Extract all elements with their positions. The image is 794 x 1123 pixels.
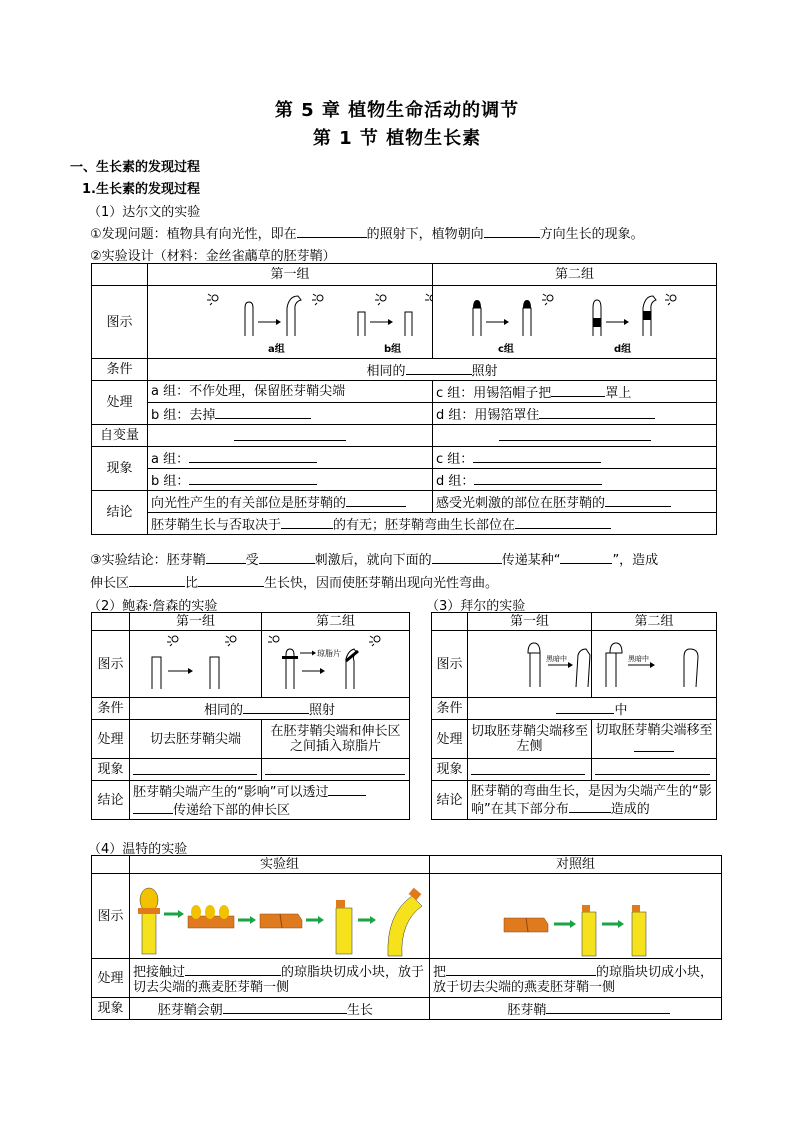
phen-c-label: c 组： (436, 451, 474, 467)
sub-heading: 1.生长素的发现过程 (82, 182, 200, 197)
blank[interactable] (243, 700, 309, 714)
treat2-pre: 把 (433, 964, 447, 980)
blank[interactable] (556, 700, 614, 714)
concl3-pre: 胚芽鞘生长与否取决于 (151, 517, 282, 533)
blank[interactable] (539, 405, 655, 419)
phen-1[interactable] (468, 759, 592, 781)
row-label-figure: 图示 (92, 631, 130, 698)
conclusion-2 (433, 491, 717, 513)
darwin-result-line2 (90, 572, 498, 591)
coleoptile-cut (358, 312, 365, 336)
exp3-b: 受 (245, 553, 259, 568)
paal-figure-2 (592, 631, 717, 698)
coleoptile-tip (191, 905, 201, 919)
oat-coleoptile (142, 908, 156, 954)
coleoptile-cut (405, 312, 412, 336)
blank[interactable] (473, 449, 601, 463)
blank[interactable] (234, 427, 346, 441)
darwin-heading: （1）达尔文的实验 (88, 205, 201, 220)
row-label-treatment: 处理 (92, 381, 148, 425)
treat-1: 切去胚芽鞘尖端 (130, 720, 262, 759)
treat-a: a 组：不作处理，保留胚芽鞘尖端 (148, 381, 433, 403)
coleoptile-cut (152, 657, 161, 689)
went-figure-exp (130, 874, 430, 959)
darwin-figure-ab (148, 286, 433, 358)
variable-2[interactable] (433, 425, 717, 447)
cond-pre: 相同的 (203, 702, 243, 718)
concl3-mid: 的有无；胚芽鞘弯曲生长部位在 (333, 517, 516, 533)
row-label-phenomenon: 现象 (92, 759, 130, 781)
boysen-figure-2 (262, 631, 410, 698)
part-heading: 一、生长素的发现过程 (70, 160, 201, 175)
blank[interactable] (185, 962, 281, 976)
agar-slice (282, 656, 298, 659)
row-label-figure: 图示 (432, 631, 468, 698)
concl-post: 传递给下部的伸长区 (173, 803, 291, 818)
coleoptile-straight (245, 302, 253, 336)
phen-c (433, 447, 717, 469)
group1-header: 第一组 (468, 613, 592, 631)
blank[interactable] (432, 550, 502, 564)
coleoptile (286, 649, 294, 689)
coleoptile-foil-cap (523, 308, 531, 336)
blank[interactable] (328, 782, 366, 796)
blank[interactable] (189, 449, 317, 463)
blank[interactable] (133, 800, 173, 814)
foil-sleeve (593, 318, 601, 327)
darwin-result-line1 (90, 549, 658, 568)
blank[interactable] (595, 761, 710, 775)
row-label-phenomenon: 现象 (92, 998, 130, 1020)
paal-heading: （3）拜尔的实验 (426, 599, 526, 614)
phen-1[interactable] (130, 759, 262, 781)
treat-c-pre: c 组：用锡箔帽子把 (436, 385, 552, 401)
question-mid: 的照射下，植物朝向 (366, 227, 484, 242)
phen-d (433, 469, 717, 491)
coleoptile-bent (287, 296, 301, 336)
agar-label: 琼脂片 (317, 649, 341, 658)
group1-header: 第一组 (148, 264, 433, 286)
concl2-text: 感受光刺激的部位在胚芽鞘的 (436, 495, 606, 511)
condition-cell (468, 698, 717, 720)
row-label-conclusion: 结论 (432, 781, 468, 820)
phen-2[interactable] (262, 759, 410, 781)
agar-block (138, 908, 160, 914)
foil-cap (473, 300, 481, 308)
cond-post: 中 (614, 702, 628, 718)
agar-slice (346, 651, 358, 661)
blank[interactable] (129, 573, 185, 587)
exp3-l2-pre: 伸长区 (90, 576, 130, 591)
row-label-variable: 自变量 (92, 425, 148, 447)
darwin-table (91, 263, 717, 535)
row-label-condition: 条件 (92, 359, 148, 381)
foil-cap (523, 300, 531, 308)
paal-figure-right (592, 631, 717, 697)
blank[interactable] (189, 471, 317, 485)
group2-header: 第二组 (592, 613, 717, 631)
phen-2[interactable] (592, 759, 717, 781)
chapter-title: 第 5 章 植物生命活动的调节 (274, 100, 520, 121)
section-title: 第 1 节 植物生长素 (312, 128, 482, 149)
boysen-figure-cut (130, 631, 262, 697)
lamp-icon (225, 636, 236, 646)
treat-1 (130, 959, 430, 998)
row-label-conclusion: 结论 (92, 781, 130, 820)
group1-header: 第一组 (130, 613, 262, 631)
lamp-icon (665, 294, 676, 305)
lamp-icon (207, 294, 218, 305)
coleoptile-cut (606, 653, 616, 687)
phen-a (148, 447, 433, 469)
coleoptile-tip (205, 905, 215, 919)
treat-2-pre: 切取胚芽鞘尖端移至 (595, 722, 713, 738)
blank[interactable] (198, 573, 264, 587)
coleoptile-bent (576, 649, 590, 687)
blank[interactable] (515, 515, 611, 529)
empty-cell (92, 856, 130, 874)
conclusion-3 (148, 513, 717, 535)
coleoptile-foil-cap (473, 308, 481, 336)
lamp-icon (268, 636, 279, 642)
darwin-figure-group1 (148, 286, 433, 359)
concl-pre: 胚芽鞘尖端产生的“影响”可以透过 (133, 785, 329, 800)
conclusion (468, 781, 717, 820)
dark-label: 黑暗中 (546, 655, 567, 663)
lamp-icon (312, 294, 323, 305)
empty-cell (92, 613, 130, 631)
oat-coleoptile-cut (632, 912, 646, 956)
oat-coleoptile-cut (336, 908, 352, 954)
concl1-text: 向光性产生的有关部位是胚芽鞘的 (151, 495, 347, 511)
went-figure-experiment (130, 874, 430, 958)
caption-d: d组 (614, 344, 632, 355)
phen-d-label: d 组： (436, 473, 475, 489)
exp3-l2-mid: 比 (185, 576, 199, 591)
darwin-question (90, 223, 644, 242)
paal-table (431, 612, 717, 820)
dark-label: 黑暗中 (628, 655, 649, 663)
phen-b (148, 469, 433, 491)
lamp-icon (369, 636, 380, 646)
concl-post: 造成的 (610, 801, 650, 817)
question-post: 方向生长的现象。 (539, 227, 644, 242)
blank[interactable] (560, 550, 612, 564)
exp3-pre: ③实验结论：胚芽鞘 (90, 553, 206, 568)
agar-piece (336, 900, 345, 908)
paal-figure-1 (468, 631, 592, 698)
blank[interactable] (499, 427, 651, 441)
group2-header: 第二组 (433, 264, 717, 286)
treat-2: 在胚芽鞘尖端和伸长区之间插入琼脂片 (262, 720, 410, 759)
blank[interactable] (346, 493, 406, 507)
went-figure-control (430, 874, 722, 958)
darwin-figure-group2 (433, 286, 717, 359)
went-figure-ctrl (430, 874, 722, 959)
cond-post: 照射 (471, 363, 498, 379)
phen-1 (130, 998, 430, 1020)
treat-2 (430, 959, 722, 998)
row-label-treatment: 处理 (92, 959, 130, 998)
row-label-phenomenon: 现象 (92, 447, 148, 491)
phen1-pre: 胚芽鞘会朝 (157, 1002, 223, 1018)
treat-d-pre: d 组：用锡箔罩住 (436, 407, 540, 423)
exp3-e: ”，造成 (612, 553, 659, 568)
row-label-figure: 图示 (92, 874, 130, 959)
variable-1[interactable] (148, 425, 433, 447)
lamp-icon (542, 294, 553, 305)
agar-piece (582, 905, 590, 912)
treat1-pre: 把接触过 (133, 964, 186, 980)
tip (610, 643, 622, 653)
boysen-table (91, 612, 410, 820)
blank[interactable] (223, 1000, 347, 1014)
row-label-conclusion: 结论 (92, 491, 148, 535)
treat1-post: 的琼脂块切成小块，放于切去尖端的燕麦胚芽鞘一侧 (133, 964, 425, 995)
phen-2 (430, 998, 722, 1020)
exp-group-header: 实验组 (130, 856, 430, 874)
went-heading: （4）温特的实验 (88, 842, 188, 857)
blank[interactable] (471, 761, 585, 775)
blank[interactable] (406, 361, 472, 375)
phen1-post: 生长 (346, 1002, 373, 1018)
foil-sleeve (643, 311, 651, 320)
exp3-c: 刺激后，就向下面的 (314, 553, 432, 568)
blank[interactable] (297, 224, 367, 238)
treat-1: 切取胚芽鞘尖端移至左侧 (468, 720, 592, 759)
caption-a: a组 (268, 344, 285, 355)
blank[interactable] (446, 962, 596, 976)
blank[interactable] (569, 799, 611, 813)
darwin-design: ②实验设计（材料：金丝雀虉草的胚芽鞘） (90, 249, 336, 264)
concl-pre: 胚芽鞘的弯曲生长，是因为尖端产生的“影响”在其下部分布 (471, 783, 712, 817)
boysen-figure-1 (130, 631, 262, 698)
blank[interactable] (206, 550, 246, 564)
row-label-treatment: 处理 (432, 720, 468, 759)
exp3-d: 传递某种“ (501, 553, 561, 568)
blank[interactable] (133, 761, 257, 775)
treat-c-post: 罩上 (605, 385, 632, 401)
exp3-l2-post: 生长快，因而使胚芽鞘出现向光性弯曲。 (264, 576, 499, 591)
treat2-post: 的琼脂块切成小块，放于切去尖端的燕麦胚芽鞘一侧 (433, 964, 714, 995)
group2-header: 第二组 (262, 613, 410, 631)
condition-cell (130, 698, 410, 720)
phen-a-label: a 组： (151, 451, 190, 467)
oat-coleoptile-cut (582, 912, 596, 956)
tip (528, 643, 540, 653)
row-label-treatment: 处理 (92, 720, 130, 759)
blank[interactable] (546, 1000, 670, 1014)
row-label-condition: 条件 (92, 698, 130, 720)
caption-b: b组 (384, 344, 402, 355)
blank[interactable] (474, 471, 602, 485)
boysen-figure-agar (262, 631, 410, 697)
coleoptile-tip (219, 905, 229, 919)
question-pre: ①发现问题：植物具有向光性，即在 (90, 227, 297, 242)
treat-b-pre: b 组：去掉 (151, 407, 216, 423)
blank[interactable] (265, 761, 405, 775)
blank[interactable] (551, 383, 605, 397)
row-label-figure: 图示 (92, 286, 148, 359)
agar-piece (632, 905, 640, 912)
blank[interactable] (281, 515, 333, 529)
treat-d (433, 403, 717, 425)
coleoptile-cut (210, 657, 219, 689)
conclusion-1 (148, 491, 433, 513)
phen-b-label: b 组： (151, 473, 190, 489)
blank[interactable] (605, 493, 671, 507)
empty-cell (92, 264, 148, 286)
lamp-icon (425, 294, 433, 301)
caption-c: c组 (498, 344, 514, 355)
treat-c (433, 381, 717, 403)
blank[interactable] (215, 405, 311, 419)
treat-2 (592, 720, 717, 759)
cond-pre: 相同的 (366, 363, 406, 379)
coleoptile-bent (684, 649, 698, 687)
lamp-icon (167, 636, 178, 646)
treat-b (148, 403, 433, 425)
darwin-figure-cd (433, 286, 717, 358)
conclusion (130, 781, 410, 820)
blank[interactable] (484, 224, 540, 238)
blank[interactable] (259, 550, 315, 564)
went-table (91, 855, 722, 1020)
row-label-condition: 条件 (432, 698, 468, 720)
oat-coleoptile-bent (388, 896, 422, 956)
condition-cell (148, 359, 717, 381)
lamp-icon (375, 294, 386, 305)
cond-post: 照射 (309, 702, 336, 718)
ctrl-group-header: 对照组 (430, 856, 722, 874)
coleoptile-cut (530, 653, 540, 687)
empty-cell (432, 613, 468, 631)
boysen-heading: （2）鲍森·詹森的实验 (88, 599, 218, 614)
paal-figure-left (468, 631, 592, 697)
phen2-pre: 胚芽鞘 (507, 1002, 547, 1018)
row-label-phenomenon: 现象 (432, 759, 468, 781)
blank[interactable] (634, 738, 674, 752)
